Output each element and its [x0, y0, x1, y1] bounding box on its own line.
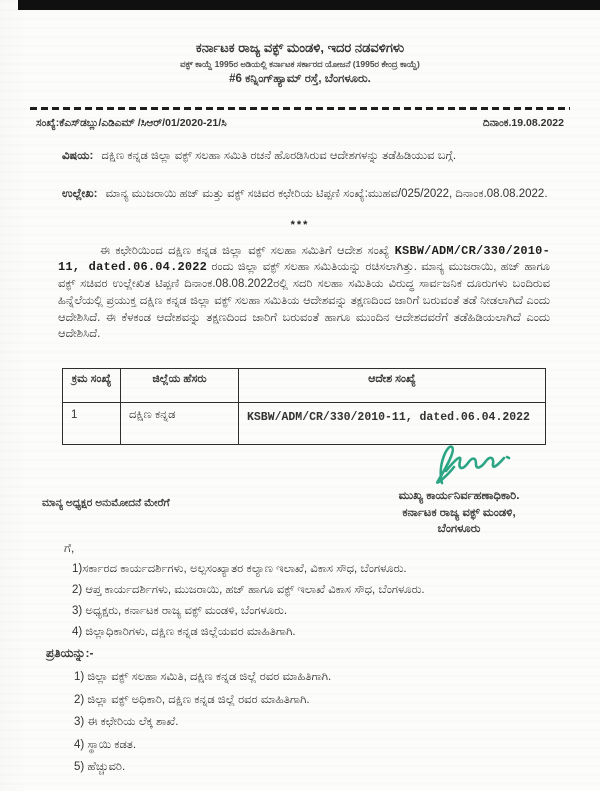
approval-note: ಮಾನ್ಯ ಅಧ್ಯಕ್ಷರ ಅನುಮೋದನೆ ಮೇರೆಗೆ	[42, 497, 170, 509]
letter-date: ದಿನಾಂಕ.19.08.2022	[482, 117, 564, 129]
reference-block	[62, 186, 554, 203]
signer-org: ಕರ್ನಾಟಕ ರಾಜ್ಯ ವಕ್ಫ್ ಮಂಡಳಿ,	[402, 506, 516, 519]
body-paragraph	[58, 243, 550, 344]
cell-serial-number: 1	[63, 403, 121, 445]
to-item: 1)ಸರ್ಕಾರದ ಕಾರ್ಯದರ್ಶಿಗಳು, ಅಲ್ಪಸಂಖ್ಯಾತರ ಕಲ್ಯಾಣ ಇಲಾಖೆ, ವಿಕಾಸ ಸೌಧ, ಬೆಂಗಳೂರು.	[72, 563, 407, 575]
copy-item: 3) ಈ ಕಛೇರಿಯ ಲೆಕ್ಕ ಶಾಖೆ.	[74, 716, 179, 728]
copy-item: 5) ಹೆಚ್ಚುವರಿ.	[74, 761, 126, 773]
order-number-inline: KSBW/ADM/CR/330/2010-11, dated.06.04.2022	[58, 243, 550, 275]
to-list	[72, 559, 572, 643]
header-order-number: ಆದೇಶ ಸಂಖ್ಯೆ	[239, 369, 546, 403]
cell-order-number: KSBW/ADM/CR/330/2010-11, dated.06.04.2022	[239, 403, 546, 445]
org-title: ಕರ್ನಾಟಕ ರಾಜ್ಯ ವಕ್ಫ್ ಮಂಡಳಿ, ಇದರ ನಡವಳಿಗಳು	[195, 40, 405, 55]
to-item: 2) ಆಪ್ತ ಕಾರ್ಯದರ್ಶಿಗಳು, ಮುಜರಾಯಿ, ಹಜ್ ಹಾಗೂ ವಕ್ಫ್ ಇಲಾಖೆ ವಿಕಾಸ ಸೌಧ, ಬೆಂಗಳೂರು.	[72, 584, 425, 596]
letter-number: ಸಂಖ್ಯೆ:ಕೆಎಸ್‌ಡಬ್ಲು/ಎಡಿಎಮ್ /ಸಿಆರ್/01/2020-21/ಸಿ	[36, 117, 227, 129]
stars-separator: ***	[290, 219, 310, 231]
subject-text: ದಕ್ಷಿಣ ಕನ್ನಡ ಜಿಲ್ಲಾ ವಕ್ಫ್ ಸಲಹಾ ಸಮಿತಿ ರಚನೆ ಹೊರಡಿಸಿರುವ ಆದೇಶಗಳನ್ನು ತಡೆಹಿಡಿಯುವ ಬಗ್ಗೆ.	[101, 150, 457, 162]
subject-label: ವಿಷಯ:	[62, 150, 94, 162]
header-serial-number: ಕ್ರಮ ಸಂಖ್ಯೆ	[63, 369, 121, 403]
dashed-divider	[30, 107, 570, 110]
table-header-row	[63, 369, 546, 403]
subject-block	[62, 148, 548, 165]
copy-item: 4) ಸ್ಥಾಯಿ ಕಡತ.	[74, 738, 137, 751]
body-text-lead: ಈ ಕಛೇರಿಯಿಂದ ದಕ್ಷಿಣ ಕನ್ನಡ ಜಿಲ್ಲಾ ವಕ್ಫ್ ಸಲಹಾ ಸಮಿತಿಗೆ ಆದೇಶ ಸಂಖ್ಯೆ	[100, 244, 390, 257]
orders-table	[62, 368, 546, 445]
org-address: #6 ಕನ್ನಿಂಗ್‌ಹ್ಯಾಮ್ ರಸ್ತೆ, ಬೆಂಗಳೂರು.	[229, 73, 371, 85]
copies-label: ಪ್ರತಿಯನ್ನು:-	[46, 646, 94, 660]
reference-row	[36, 117, 564, 130]
to-label: ಗೆ,	[64, 541, 75, 555]
scan-artifact-bar	[18, 0, 600, 10]
signer-city: ಬೆಂಗಳೂರು	[437, 523, 481, 535]
signer-title: ಮುಖ್ಯ ಕಾರ್ಯನಿರ್ವಹಣಾಧಿಕಾರಿ.	[398, 490, 520, 502]
header-district-name: ಜಿಲ್ಲೆಯ ಹೆಸರು	[121, 369, 239, 403]
body-text-rest: ರಂದು ಜಿಲ್ಲಾ ವಕ್ಫ್ ಸಲಹಾ ಸಮಿತಿಯನ್ನು ರಚಿಸಲಾಗಿತ್ತು. ಮಾನ್ಯ ಮುಜರಾಯಿ, ಹಜ್ ಹಾಗೂ ವಕ್ಫ್ ಸಚಿವರ ಉಲ್ಲೇಖಿತ ಟಿಪ್ಪಣಿ ದಿನಾಂಕ.08.08.2022ರಲ್ಲಿ ಸದರಿ ಸಲಹಾ ಸಮಿತಿಯ ವಿರುದ್ಧ ಸಾರ್ವಜನಿಕ ದೂರುಗಳು ಬಂದಿರುವ ಹಿನ್ನೆಲೆಯಲ್ಲಿ ಪ್ರಯುಕ್ತ ದಕ್ಷಿಣ ಕನ್ನಡ ಜಿಲ್ಲಾ ವಕ್ಫ್ ಸಲಹಾ ಸಮಿತಿಯ ಆದೇಶವನ್ನು ತಕ್ಷಣದಿಂದ ಜಾರಿಗೆ ಬರುವಂತೆ ತಡೆ ನೀಡಲಾಗಿದೆ ಎಂದು ಆದೇಶಿಸಿದೆ. ಈ ಕೆಳಕಂಡ ಆದೇಶವನ್ನು ತಕ್ಷಣದಿಂದ ಜಾರಿಗೆ ಬರುವಂತೆ ಹಾಗೂ ಮುಂದಿನ ಆದೇಶದವರೆಗೆ ತಡೆಹಿಡಿಯಲಾಗಿದೆ ಎಂದು ಆದೇಶಿಸಿದೆ.	[58, 261, 551, 341]
copy-item: 2) ಜಿಲ್ಲಾ ವಕ್ಫ್ ಅಧಿಕಾರಿ, ದಕ್ಷಿಣ ಕನ್ನಡ ಜಿಲ್ಲೆ ರವರ ಮಾಹಿತಿಗಾಗಿ.	[74, 693, 310, 706]
signer-block	[356, 488, 562, 538]
org-subtitle: ವಕ್ಫ್ ಕಾಯ್ದೆ 1995ರ ಅಡಿಯಲ್ಲಿ ಕರ್ನಾಟಕ ಸರ್ಕಾರದ ಯೋಜನೆ (1995ರ ಕೇಂದ್ರ ಕಾಯ್ದೆ)	[180, 59, 420, 69]
cell-district-name: ದಕ್ಷಿಣ ಕನ್ನಡ	[121, 403, 239, 445]
copies-list	[74, 666, 554, 779]
to-item: 3) ಅಧ್ಯಕ್ಷರು, ಕರ್ನಾಟಕ ರಾಜ್ಯ ವಕ್ಫ್ ಮಂಡಳಿ, ಬೆಂಗಳೂರು.	[72, 605, 288, 617]
signature-ink	[424, 437, 520, 489]
reference-label: ಉಲ್ಲೇಖ:	[62, 188, 98, 200]
to-item: 4) ಜಿಲ್ಲಾಧಿಕಾರಿಗಳು, ದಕ್ಷಿಣ ಕನ್ನಡ ಜಿಲ್ಲೆಯವರ ಮಾಹಿತಿಗಾಗಿ.	[72, 626, 296, 638]
copy-item: 1) ಜಿಲ್ಲಾ ವಕ್ಫ್ ಸಲಹಾ ಸಮಿತಿ, ದಕ್ಷಿಣ ಕನ್ನಡ ಜಿಲ್ಲೆ ರವರ ಮಾಹಿತಿಗಾಗಿ.	[74, 671, 332, 683]
reference-text: ಮಾನ್ಯ ಮುಜರಾಯಿ ಹಜ್ ಮತ್ತು ವಕ್ಫ್ ಸಚಿವರ ಕಛೇರಿಯ ಟಿಪ್ಪಣಿ ಸಂಖ್ಯೆ:ಮುಹವ/025/2022, ದಿನಾಂಕ.08.08.2022.	[105, 188, 548, 200]
